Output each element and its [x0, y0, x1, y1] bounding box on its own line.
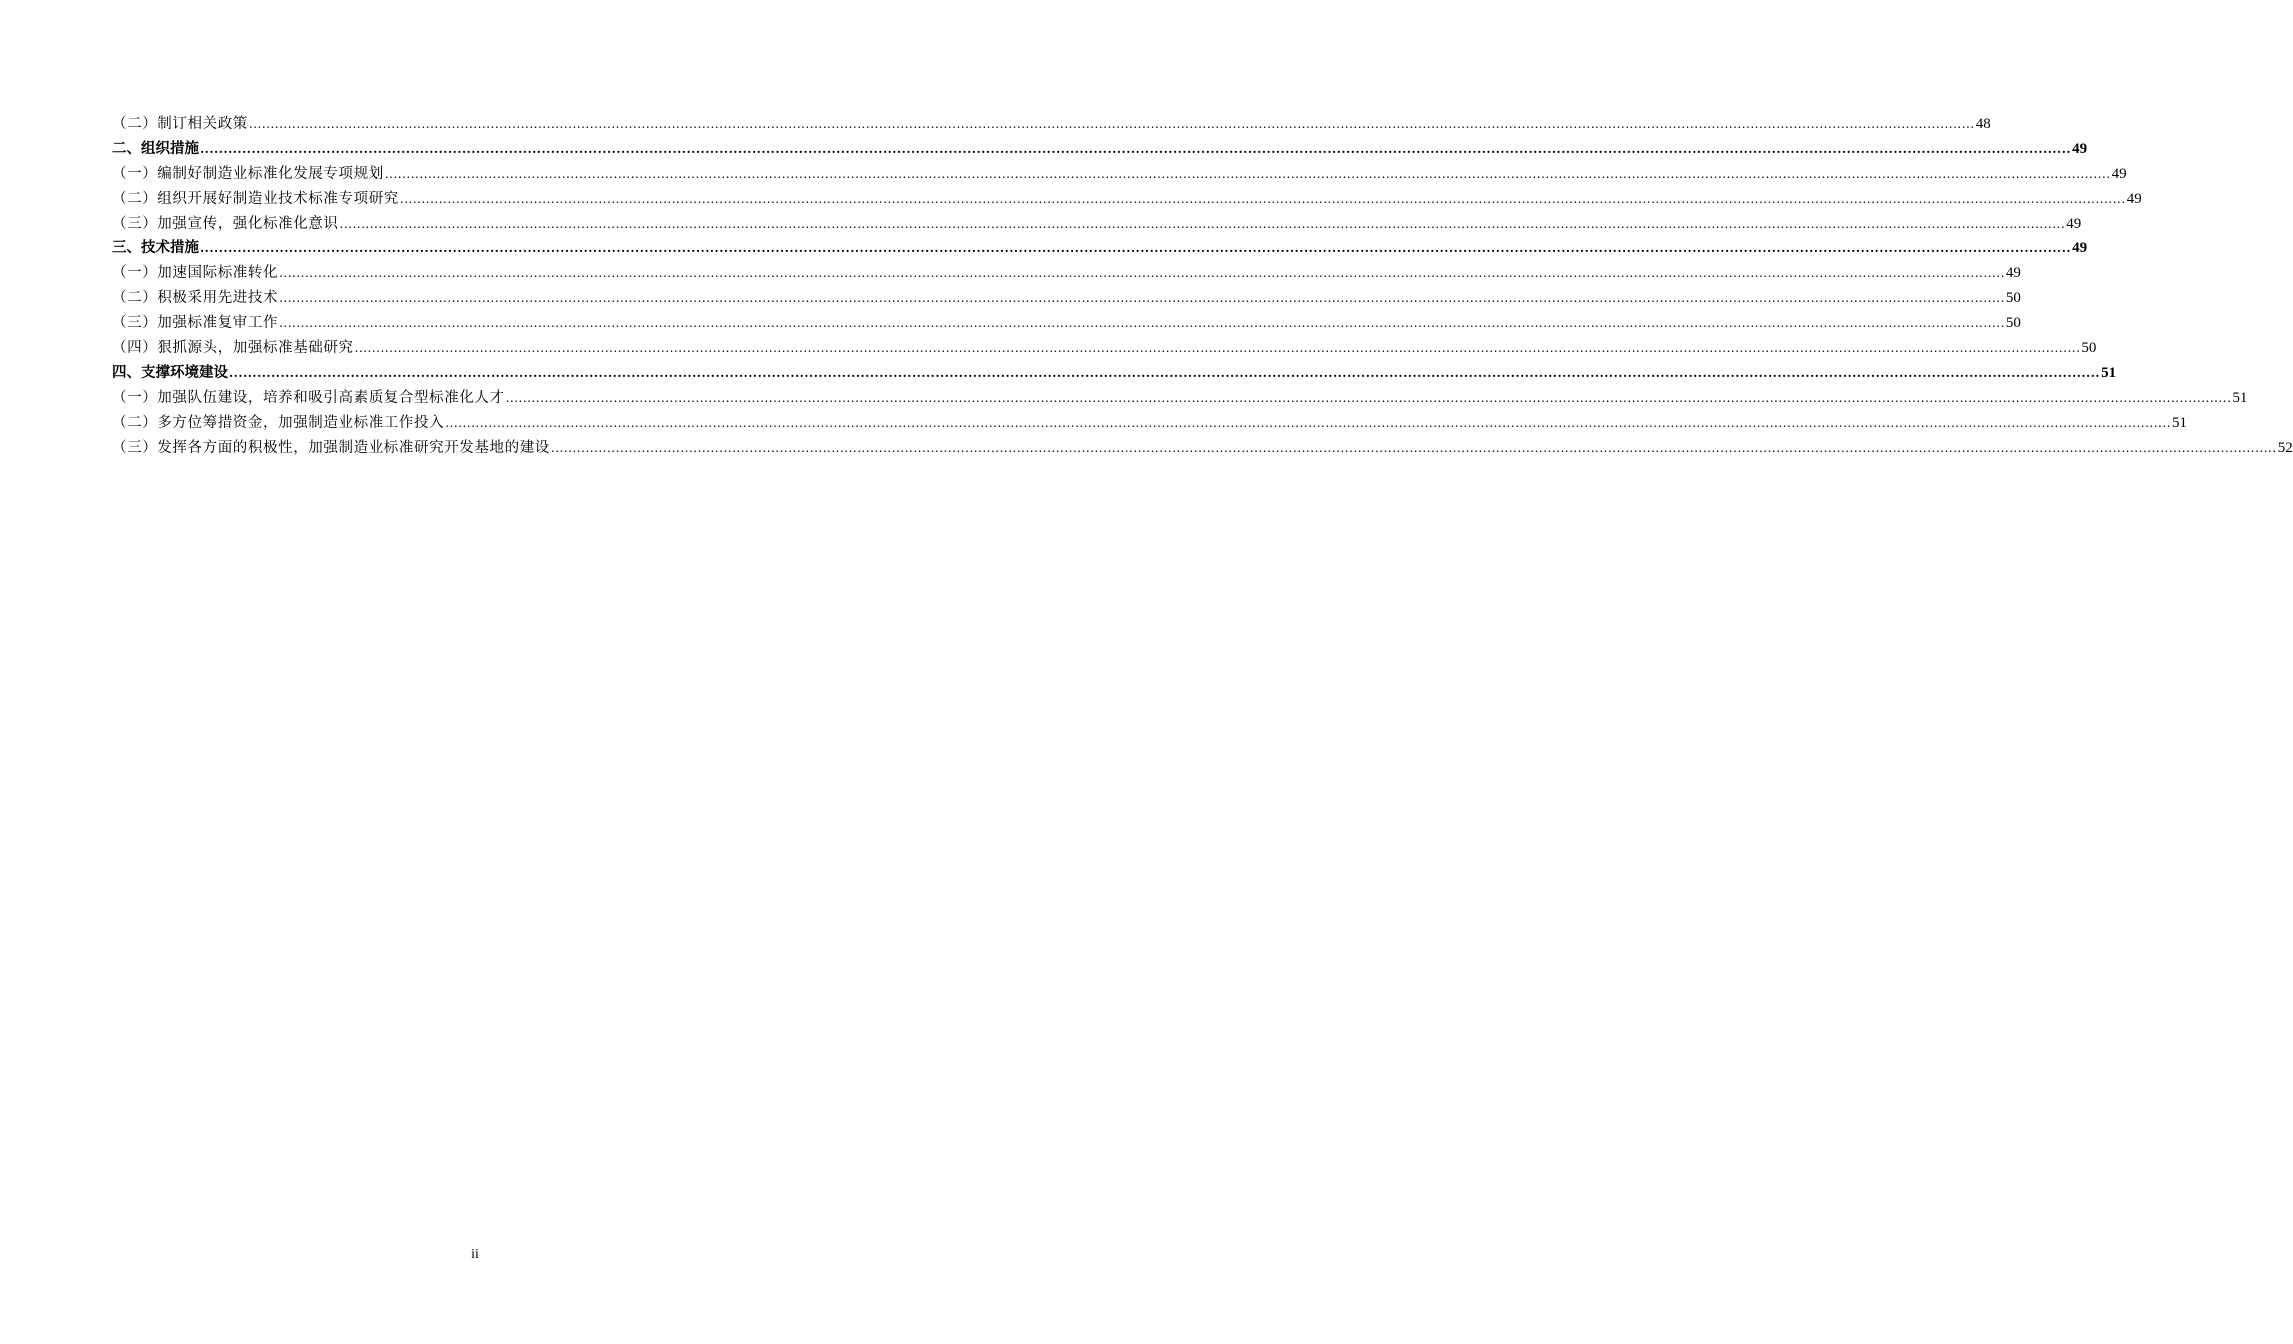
toc-entry-title: （一）编制好制造业标准化发展专项规划	[112, 165, 384, 182]
toc-entry[interactable]	[112, 187, 2142, 212]
toc-dot-leader: ................................................................................................................................................................................................................................................................................................................................................................................................................	[200, 141, 2072, 156]
toc-entry[interactable]	[112, 411, 2187, 436]
toc-entry[interactable]	[112, 162, 2127, 187]
toc-entry[interactable]	[112, 286, 2021, 311]
toc-entry-title: （三）发挥各方面的积极性，加强制造业标准研究开发基地的建设	[112, 439, 550, 456]
toc-dot-leader: ................................................................................................................................................................................................................................................................................................................................................................................................................	[279, 316, 2005, 331]
toc-entry-page: 50	[2005, 315, 2021, 332]
toc-dot-leader: ................................................................................................................................................................................................................................................................................................................................................................................................................	[384, 166, 2111, 181]
toc-entry-page: 50	[2081, 340, 2097, 357]
toc-dot-leader: ................................................................................................................................................................................................................................................................................................................................................................................................................	[279, 291, 2005, 306]
toc-entry-page: 51	[2101, 364, 2117, 381]
toc-entry[interactable]	[112, 311, 2021, 336]
toc-entry-page: 49	[2072, 240, 2088, 257]
toc-entry-title: （二）积极采用先进技术	[112, 290, 279, 307]
toc-entry-title: 三、技术措施	[112, 239, 199, 257]
toc-dot-leader: ................................................................................................................................................................................................................................................................................................................................................................................................................	[339, 216, 2066, 231]
table-of-contents	[112, 112, 2293, 460]
toc-dot-leader: ................................................................................................................................................................................................................................................................................................................................................................................................................	[248, 117, 1975, 131]
toc-entry-title: （三）加强宣传，强化标准化意识	[112, 215, 339, 232]
toc-entry-page: 48	[1975, 116, 1991, 132]
toc-entry-title: 四、支撑环境建设	[112, 363, 228, 381]
toc-dot-leader: ................................................................................................................................................................................................................................................................................................................................................................................................................	[200, 241, 2072, 256]
toc-entry[interactable]	[112, 212, 2082, 237]
toc-dot-leader: ................................................................................................................................................................................................................................................................................................................................................................................................................	[550, 440, 2277, 455]
toc-entry-page: 49	[2005, 265, 2021, 282]
toc-entry-title: （二）组织开展好制造业技术标准专项研究	[112, 190, 399, 207]
toc-dot-leader: ................................................................................................................................................................................................................................................................................................................................................................................................................	[354, 341, 2081, 356]
toc-entry-title: （二）制订相关政策	[112, 116, 248, 132]
toc-entry-page: 51	[2171, 414, 2187, 431]
toc-dot-leader: ................................................................................................................................................................................................................................................................................................................................................................................................................	[445, 415, 2171, 430]
toc-dot-leader: ................................................................................................................................................................................................................................................................................................................................................................................................................	[399, 191, 2126, 206]
toc-entry-title: 二、组织措施	[112, 139, 199, 157]
toc-entry[interactable]	[112, 361, 2117, 386]
toc-entry-page: 52	[2277, 439, 2293, 456]
toc-dot-leader: ................................................................................................................................................................................................................................................................................................................................................................................................................	[279, 266, 2005, 281]
toc-dot-leader: ................................................................................................................................................................................................................................................................................................................................................................................................................	[505, 390, 2232, 405]
toc-entry[interactable]	[112, 386, 2248, 411]
toc-entry-title: （一）加强队伍建设，培养和吸引高素质复合型标准化人才	[112, 389, 505, 406]
toc-entry-page: 49	[2066, 215, 2082, 232]
toc-entry[interactable]	[112, 436, 2293, 461]
toc-entry[interactable]	[112, 236, 2088, 261]
toc-entry[interactable]	[112, 261, 2021, 286]
toc-entry[interactable]	[112, 112, 1991, 137]
page-number: ii	[471, 1247, 479, 1262]
toc-dot-leader: ................................................................................................................................................................................................................................................................................................................................................................................................................	[229, 365, 2101, 380]
toc-entry-page: 50	[2005, 290, 2021, 307]
toc-entry-page: 49	[2126, 190, 2142, 207]
toc-entry[interactable]	[112, 336, 2097, 361]
toc-entry[interactable]	[112, 137, 2088, 162]
toc-entry-page: 49	[2111, 165, 2127, 182]
toc-entry-title: （四）狠抓源头，加强标准基础研究	[112, 340, 354, 357]
toc-entry-title: （一）加速国际标准转化	[112, 265, 279, 282]
toc-entry-page: 51	[2232, 389, 2248, 406]
toc-entry-title: （三）加强标准复审工作	[112, 315, 279, 332]
toc-entry-title: （二）多方位筹措资金，加强制造业标准工作投入	[112, 414, 445, 431]
toc-entry-page: 49	[2072, 140, 2088, 157]
